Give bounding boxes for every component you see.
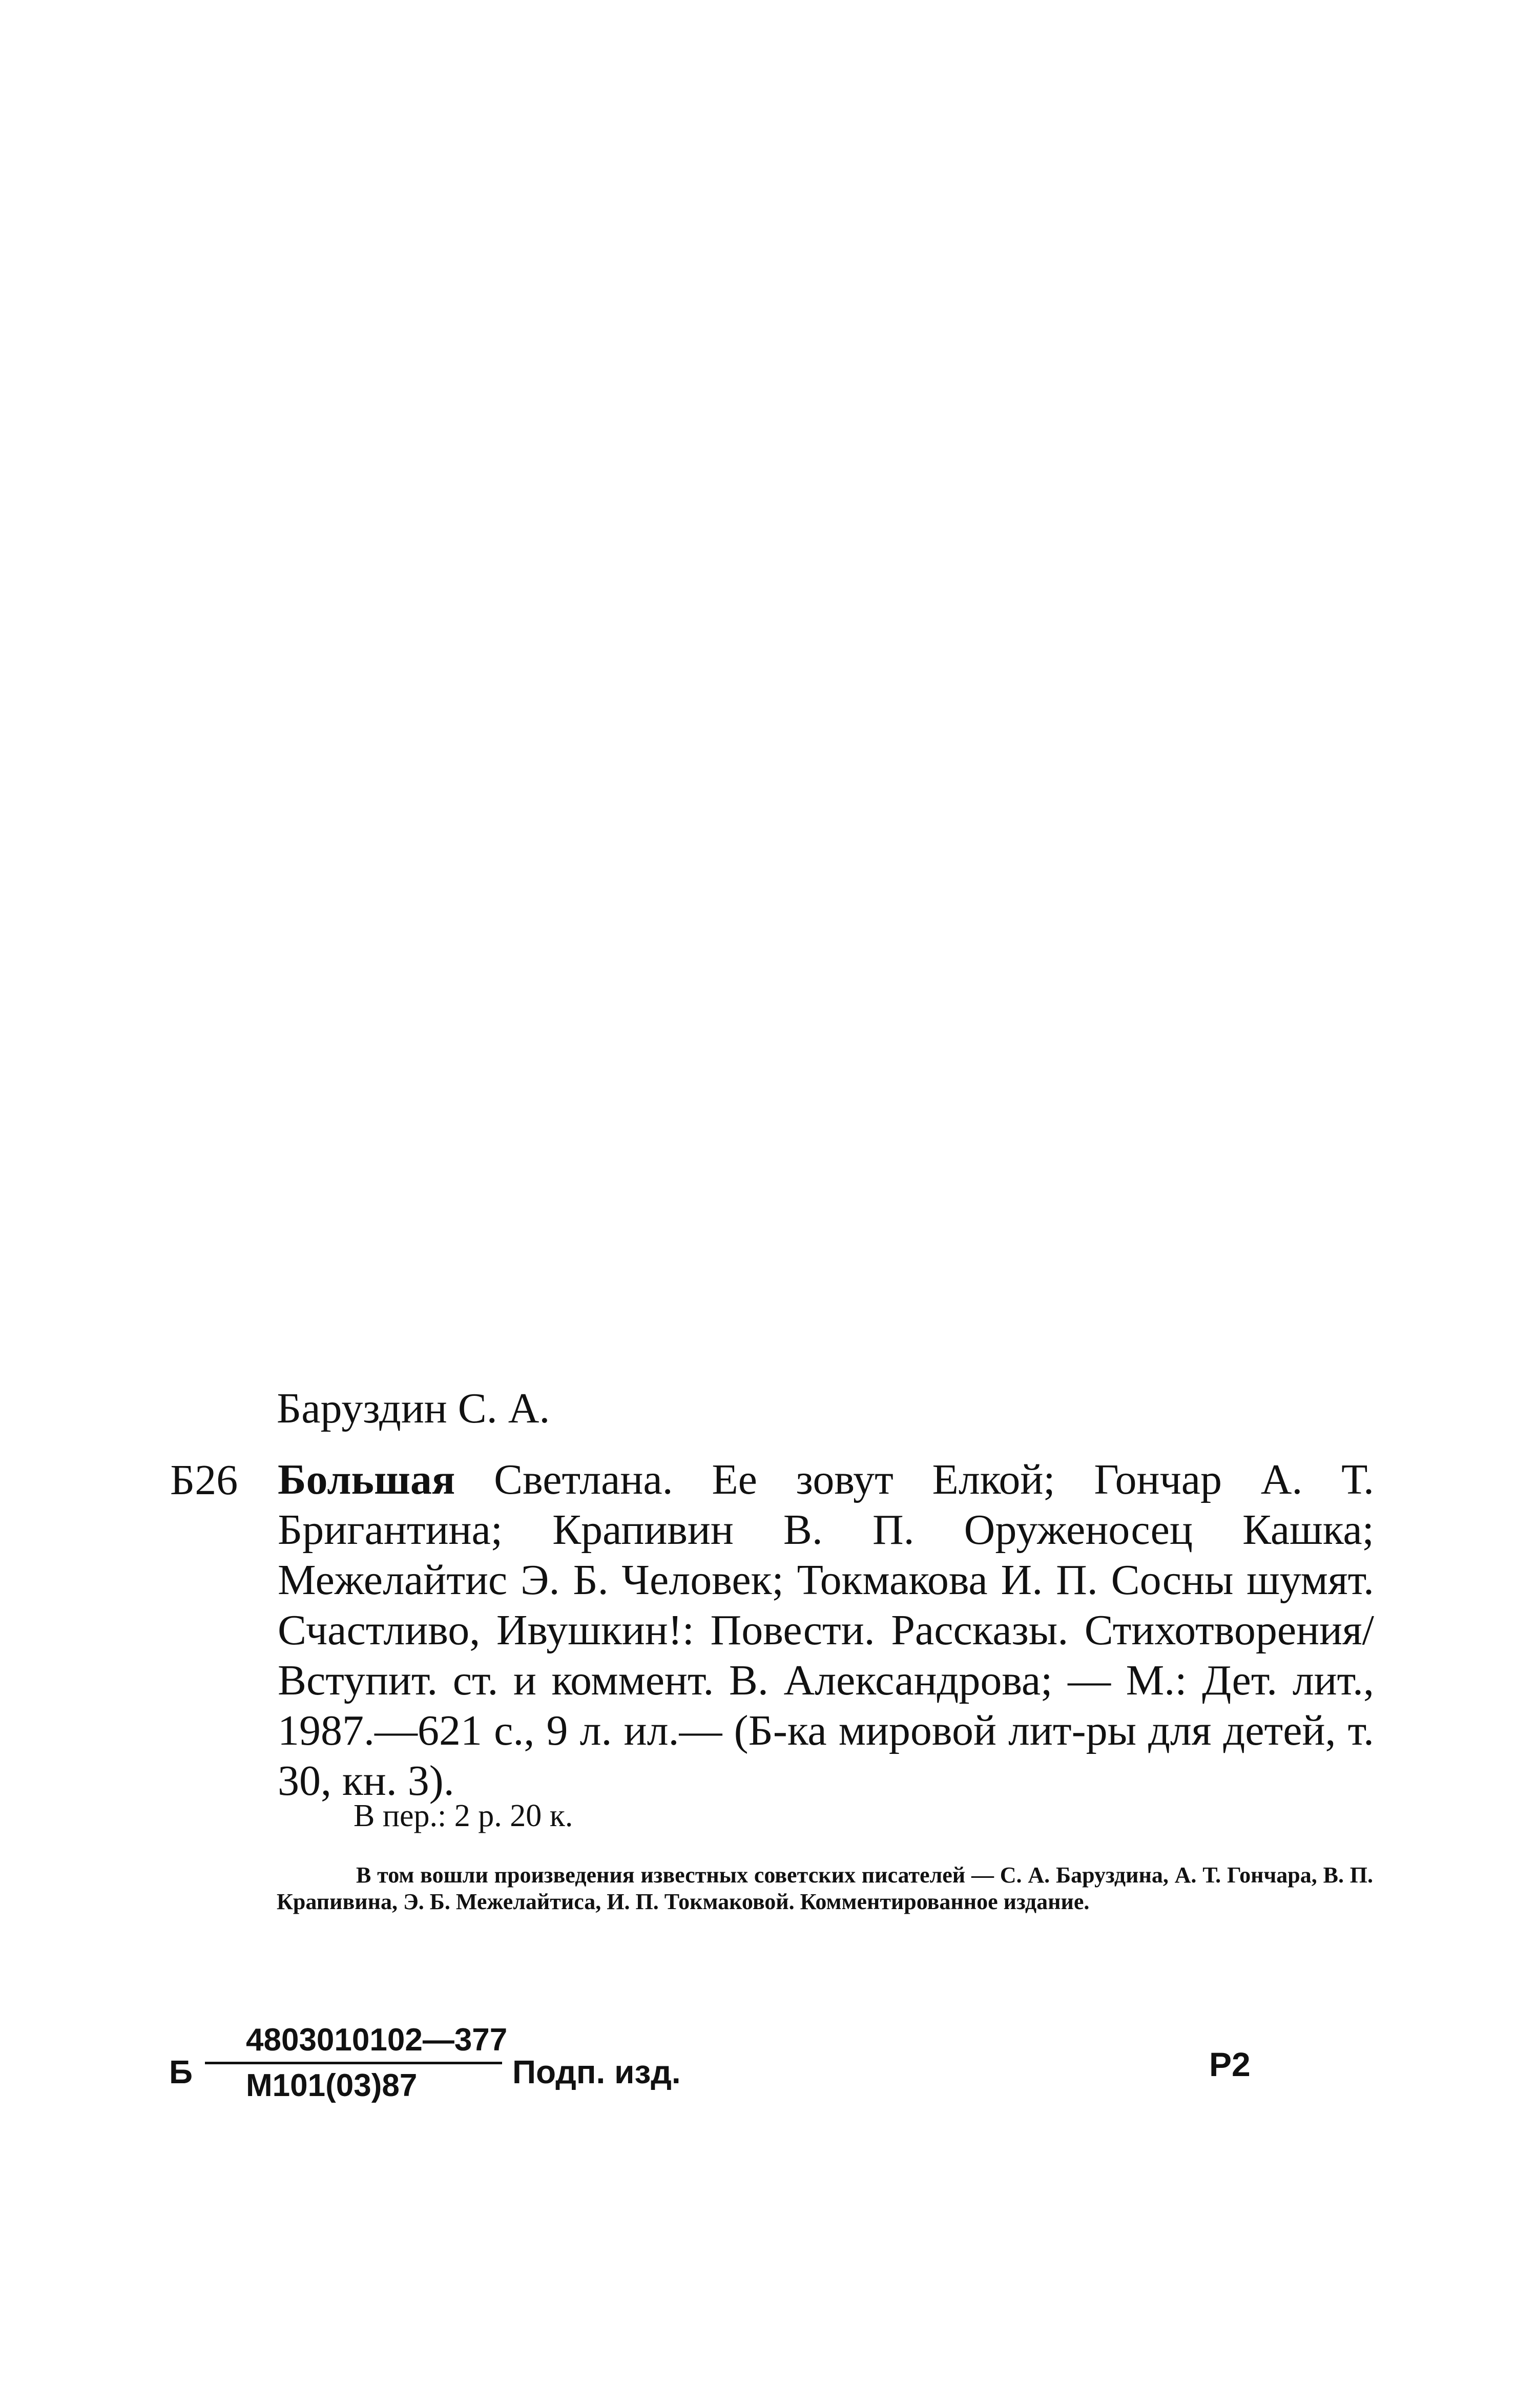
bbk-code: Р2 xyxy=(1209,2045,1251,2083)
index-code-numerator: 4803010102—377 xyxy=(246,2022,508,2058)
author-heading: Баруздин С. А. xyxy=(277,1385,550,1432)
fraction-bar xyxy=(205,2062,502,2064)
index-code-letter: Б xyxy=(169,2054,193,2090)
catalog-code: Б26 xyxy=(170,1456,238,1504)
subscription-edition-label: Подп. изд. xyxy=(512,2054,681,2090)
index-code-denominator: М101(03)87 xyxy=(246,2068,418,2103)
bibliographic-description xyxy=(278,1455,1374,1806)
title-head-word: Большая xyxy=(278,1456,455,1503)
description-text: Светлана. Ее зовут Елкой; Гончар А. Т. Бригантина; Крапивин В. П. Оруженосец Кашка; Межелайтис Э. Б. Человек; Токмакова И. П. Сосны шумят. Счастливо, Ивушкин!: Повести. Рассказы. Стихотворения/Вступит. ст. и коммент. В. Александрова; — М.: Дет. лит., 1987.—621 с., 9 л. ил.— (Б-ка мировой лит-ры для детей, т. 30, кн. 3). xyxy=(278,1456,1375,1805)
price-line: В пер.: 2 р. 20 к. xyxy=(354,1798,573,1833)
index-code-fraction xyxy=(205,2021,508,2105)
annotation: В том вошли произведения известных советских писателей — С. А. Баруздина, А. Т. Гончара, В. П. Крапивина, Э. Б. Межелайтиса, И. П. Токмаковой. Комментированное издание. xyxy=(277,1862,1373,1914)
